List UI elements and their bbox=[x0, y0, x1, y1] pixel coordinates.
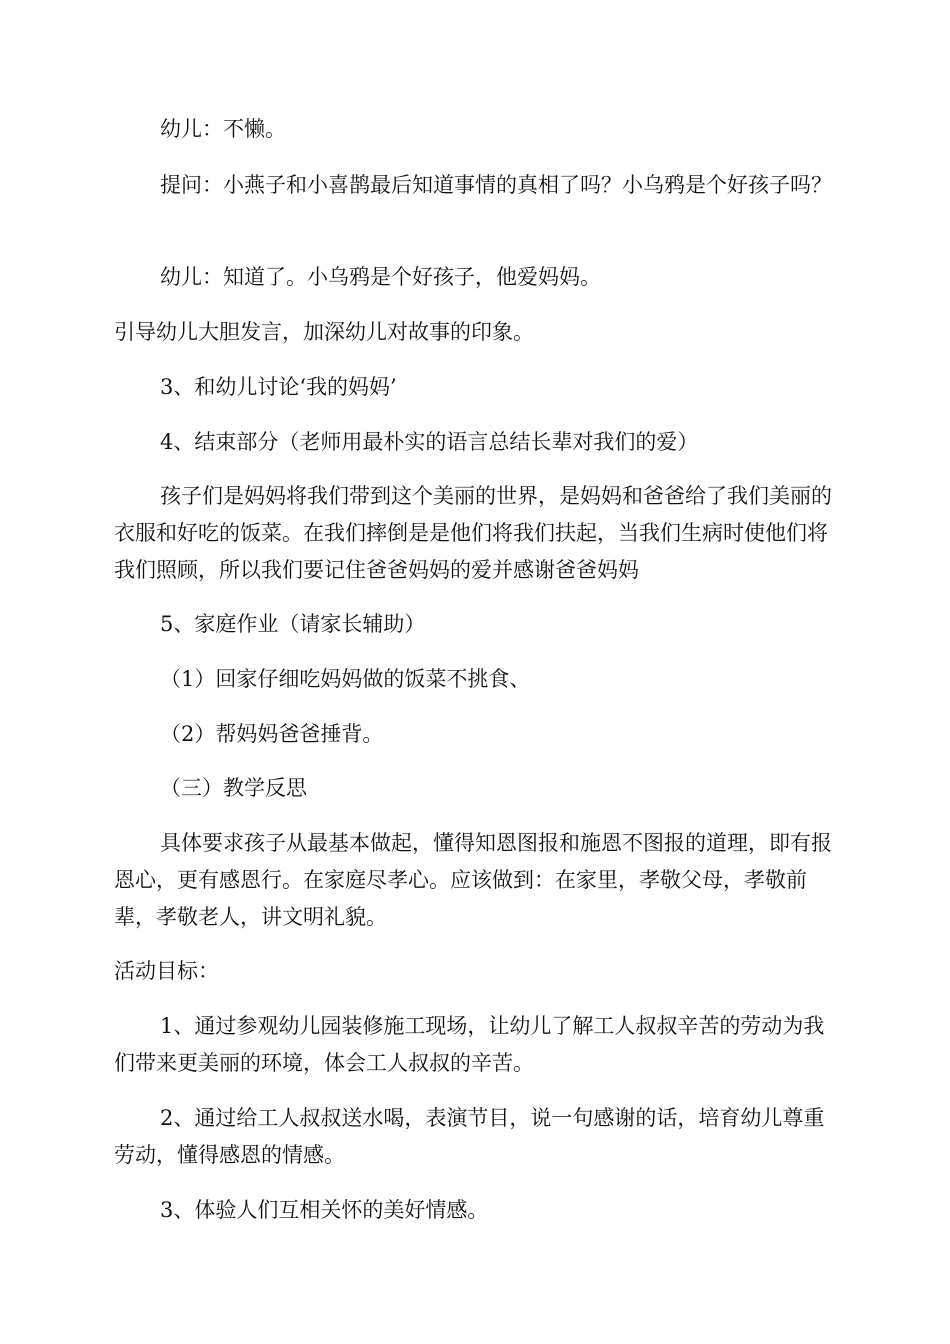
paragraph-child-answer-not-lazy: 幼儿：不懒。 bbox=[160, 117, 286, 141]
paragraph-step-4: 4、结束部分（老师用最朴实的语言总结长辈对我们的爱） bbox=[160, 430, 699, 454]
paragraph-goal-2: 2、通过给工人叔叔送水喝，表演节目，说一句感谢的话，培育幼儿尊重劳动，懂得感恩的情感。 bbox=[114, 1106, 825, 1167]
paragraph-step-5: 5、家庭作业（请家长辅助） bbox=[160, 612, 426, 636]
paragraph-guide-speak: 引导幼儿大胆发言，加深幼儿对故事的印象。 bbox=[114, 320, 534, 344]
paragraph-homework-2: （2）帮妈妈爸爸捶背。 bbox=[160, 722, 384, 746]
paragraph-child-answer-good-child: 幼儿：知道了。小乌鸦是个好孩子，他爱妈妈。 bbox=[160, 265, 601, 289]
paragraph-conclusion: 孩子们是妈妈将我们带到这个美丽的世界，是妈妈和爸爸给了我们美丽的衣服和好吃的饭菜。在我们摔倒是是他们将我们扶起，当我们生病时使他们将我们照顾，所以我们要记住爸爸妈妈的爱并感谢爸爸妈妈 bbox=[114, 484, 832, 582]
paragraph-teaching-reflection-heading: （三）教学反思 bbox=[160, 776, 307, 800]
paragraph-goal-3: 3、体验人们互相关怀的美好情感。 bbox=[160, 1198, 489, 1222]
paragraph-activity-goals-heading: 活动目标： bbox=[114, 959, 219, 983]
paragraph-homework-1: （1）回家仔细吃妈妈做的饭菜不挑食、 bbox=[160, 667, 531, 691]
paragraph-question-truth: 提问：小燕子和小喜鹊最后知道事情的真相了吗？小乌鸦是个好孩子吗？ bbox=[160, 173, 832, 197]
paragraph-goal-1: 1、通过参观幼儿园装修施工现场，让幼儿了解工人叔叔辛苦的劳动为我们带来更美丽的环境，体会工人叔叔的辛苦。 bbox=[114, 1014, 825, 1075]
paragraph-reflection-body: 具体要求孩子从最基本做起，懂得知恩图报和施恩不图报的道理，即有报恩心，更有感恩行。在家庭尽孝心。应该做到：在家里，孝敬父母，孝敬前辈，孝敬老人，讲文明礼貌。 bbox=[114, 831, 832, 929]
paragraph-step-3: 3、和幼儿讨论‘我的妈妈’ bbox=[160, 375, 397, 399]
